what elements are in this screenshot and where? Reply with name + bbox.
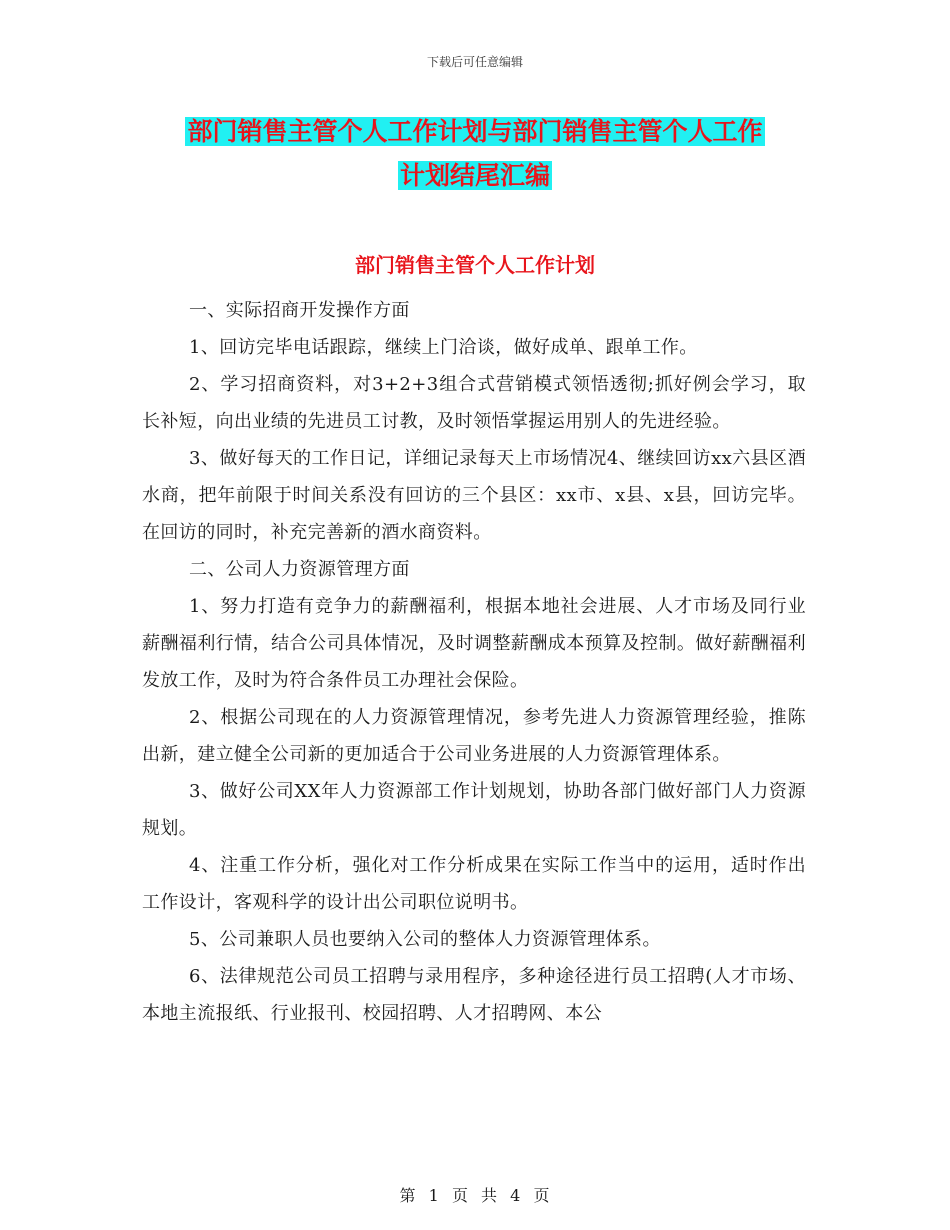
paragraph: 3、做好每天的工作日记，详细记录每天上市场情况4、继续回访xx六县区酒水商，把年前限于时间关系没有回访的三个县区：xx市、x县、x县，回访完毕。在回访的同时，补充完善新的酒水商资料。 xyxy=(142,448,806,543)
header-note: 下载后可任意编辑 xyxy=(426,55,523,69)
page-footer xyxy=(0,1183,950,1206)
paragraph: 一、实际招商开发操作方面 xyxy=(189,300,410,321)
footer-word: 共 xyxy=(481,1186,499,1205)
paragraph: 3、做好公司XX年人力资源部工作计划规划，协助各部门做好部门人力资源规划。 xyxy=(142,781,806,839)
section-title: 部门销售主管个人工作计划 xyxy=(355,253,595,277)
footer-word: 第 xyxy=(399,1186,417,1205)
paragraph: 1、回访完毕电话跟踪，继续上门洽谈，做好成单、跟单工作。 xyxy=(189,337,698,358)
document-title xyxy=(0,110,950,198)
footer-word: 页 xyxy=(533,1186,551,1205)
paragraph: 二、公司人力资源管理方面 xyxy=(189,559,410,580)
paragraph: 1、努力打造有竞争力的薪酬福利，根据本地社会进展、人才市场及同行业薪酬福利行情，结合公司具体情况，及时调整薪酬成本预算及控制。做好薪酬福利发放工作，及时为符合条件员工办理社会保险。 xyxy=(142,596,806,691)
page-number: 1 xyxy=(428,1186,440,1205)
paragraph: 6、法律规范公司员工招聘与录用程序，多种途径进行员工招聘(人才市场、本地主流报纸、行业报刊、校园招聘、人才招聘网、本公 xyxy=(142,966,806,1024)
document-body xyxy=(142,292,806,1032)
title-line-1: 部门销售主管个人工作计划与部门销售主管个人工作 xyxy=(187,117,763,146)
paragraph: 2、根据公司现在的人力资源管理情况，参考先进人力资源管理经验，推陈出新，建立健全公司新的更加适合于公司业务进展的人力资源管理体系。 xyxy=(142,707,806,765)
footer-word: 页 xyxy=(451,1186,469,1205)
page-total: 4 xyxy=(510,1186,522,1205)
title-line-2: 计划结尾汇编 xyxy=(399,161,550,190)
paragraph: 4、注重工作分析，强化对工作分析成果在实际工作当中的运用，适时作出工作设计，客观科学的设计出公司职位说明书。 xyxy=(142,855,806,913)
paragraph: 2、学习招商资料，对3+2+3组合式营销模式领悟透彻;抓好例会学习，取长补短，向出业绩的先进员工讨教，及时领悟掌握运用别人的先进经验。 xyxy=(142,374,806,432)
paragraph: 5、公司兼职人员也要纳入公司的整体人力资源管理体系。 xyxy=(189,929,661,950)
